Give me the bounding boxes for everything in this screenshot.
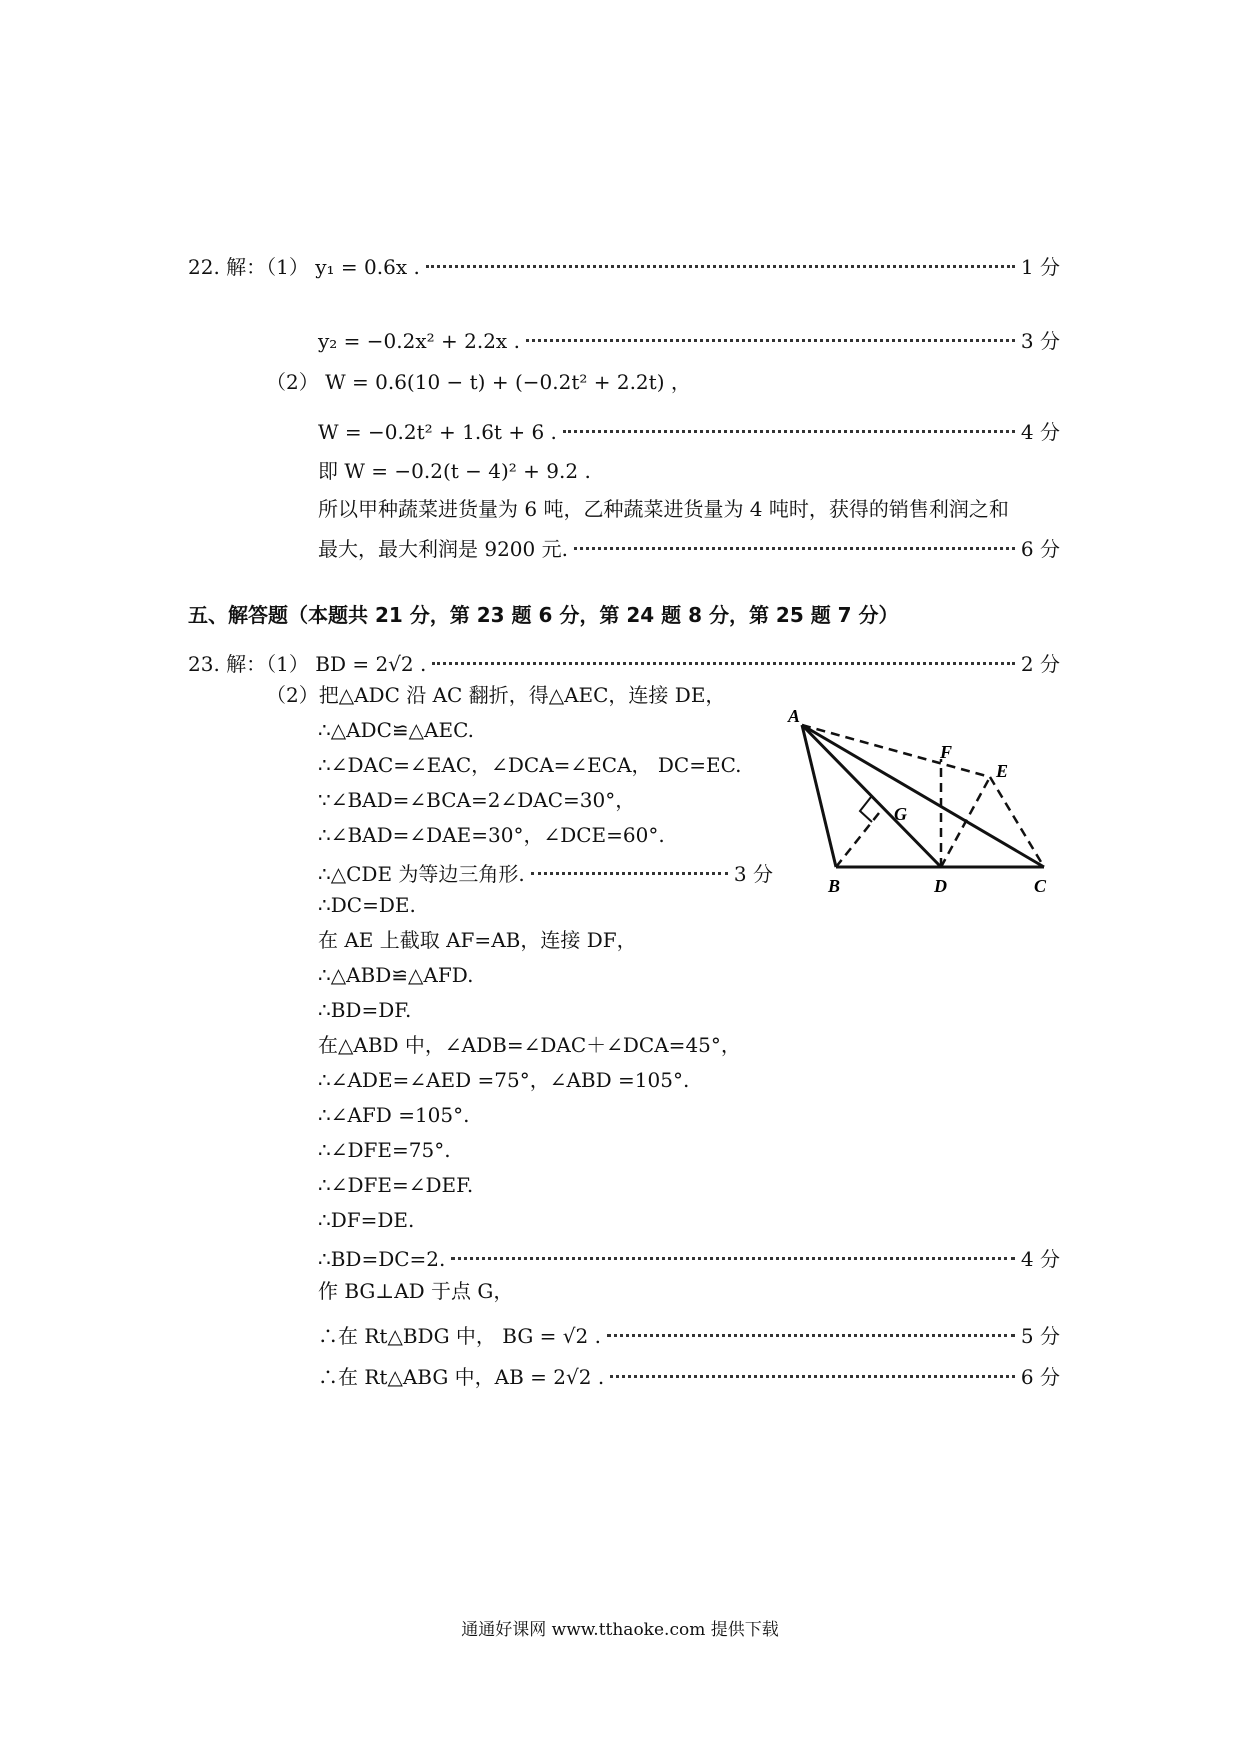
- q22-line-1: [188, 251, 1060, 280]
- q22-line-2: [318, 325, 1060, 354]
- text: ∴△CDE 为等边三角形.: [318, 862, 525, 886]
- right-angle-mark: [860, 797, 872, 822]
- leader-dots: [563, 430, 1015, 433]
- segment-ec: [990, 777, 1044, 867]
- label-e: E: [996, 761, 1009, 781]
- leader-dots: [451, 1257, 1015, 1260]
- q23-line-20: [318, 1320, 1060, 1349]
- section-title: 五、解答题（本题共 21 分，第 23 题 6 分，第 24 题 8 分，第 25 题 7 分）: [188, 603, 899, 627]
- q22-line-5: 即 W = −0.2(t − 4)² + 9.2 .: [318, 459, 591, 483]
- text: ∴BD=DC=2.: [318, 1247, 446, 1271]
- footer-text: 通通好课网 www.tthaoke.com 提供下载: [461, 1620, 779, 1640]
- label-f: F: [940, 742, 953, 762]
- q23-line-9: 在 AE 上截取 AF=AB，连接 DF，: [318, 928, 637, 952]
- score: 6 分: [1020, 1365, 1060, 1389]
- label-g: G: [894, 804, 907, 824]
- text: W = −0.2t² + 1.6t + 6 .: [318, 420, 557, 444]
- q23-line-16: ∴∠DFE=∠DEF.: [318, 1173, 474, 1197]
- text: 22. 解：（1） y₁ = 0.6x .: [188, 255, 420, 279]
- score: 4 分: [1020, 1247, 1060, 1271]
- leader-dots: [607, 1334, 1015, 1337]
- leader-dots: [610, 1375, 1015, 1378]
- q23-line-4: ∴∠DAC=∠EAC，∠DCA=∠ECA， DC=EC.: [318, 753, 742, 777]
- text: ∴在 Rt△BDG 中， BG = √2 .: [318, 1324, 601, 1348]
- q23-line-18: [318, 1243, 1060, 1272]
- leader-dots: [426, 265, 1015, 268]
- q23-line-11: ∴BD=DF.: [318, 998, 412, 1022]
- text: y₂ = −0.2x² + 2.2x .: [318, 329, 520, 353]
- segment-ac: [802, 725, 1044, 867]
- q22-line-4: [318, 416, 1060, 445]
- score: 5 分: [1020, 1324, 1060, 1348]
- q22-line-3: （2） W = 0.6(10 − t) + (−0.2t² + 2.2t) ，: [266, 370, 691, 394]
- text: 23. 解：（1） BD = 2√2 .: [188, 652, 427, 676]
- segment-ae: [802, 725, 990, 777]
- q23-line-14: ∴∠AFD =105°.: [318, 1103, 470, 1127]
- label-a: A: [788, 706, 801, 726]
- leader-dots: [526, 339, 1015, 342]
- q23-line-8: ∴DC=DE.: [318, 893, 416, 917]
- q23-line-6: ∴∠BAD=∠DAE=30°，∠DCE=60°.: [318, 823, 665, 847]
- q23-line-21: [318, 1361, 1060, 1390]
- q23-line-1: [188, 648, 1060, 677]
- q22-line-6: 所以甲种蔬菜进货量为 6 吨，乙种蔬菜进货量为 4 吨时，获得的销售利润之和: [318, 497, 1009, 521]
- q23-line-17: ∴DF=DE.: [318, 1208, 415, 1232]
- score: 2 分: [1020, 652, 1060, 676]
- score: 6 分: [1020, 537, 1060, 561]
- q23-line-10: ∴△ABD≌△AFD.: [318, 963, 474, 987]
- geometry-figure: [780, 700, 1080, 920]
- segment-ab: [802, 725, 836, 867]
- score: 1 分: [1020, 255, 1060, 279]
- score: 3 分: [1020, 329, 1060, 353]
- q23-line-13: ∴∠ADE=∠AED =75°，∠ABD =105°.: [318, 1068, 690, 1092]
- leader-dots: [432, 662, 1015, 665]
- label-b: B: [828, 876, 841, 896]
- text: ∴在 Rt△ABG 中，AB = 2√2 .: [318, 1365, 605, 1389]
- q22-line-7: [318, 533, 1060, 562]
- q23-line-7: [318, 858, 773, 887]
- q23-line-12: 在△ABD 中，∠ADB=∠DAC＋∠DCA=45°，: [318, 1033, 741, 1057]
- q23-line-19: 作 BG⊥AD 于点 G，: [318, 1279, 514, 1303]
- q23-line-3: ∴△ADC≌△AEC.: [318, 718, 475, 742]
- leader-dots: [531, 872, 728, 875]
- text: 最大，最大利润是 9200 元.: [318, 537, 568, 561]
- score: 3 分: [733, 862, 773, 886]
- leader-dots: [574, 547, 1015, 550]
- score: 4 分: [1020, 420, 1060, 444]
- q23-line-2: （2）把△ADC 沿 AC 翻折，得△AEC，连接 DE，: [266, 683, 726, 707]
- segment-bg: [836, 808, 883, 867]
- q23-line-15: ∴∠DFE=75°.: [318, 1138, 451, 1162]
- q23-line-5: ∵∠BAD=∠BCA=2∠DAC=30°，: [318, 788, 636, 812]
- label-d: D: [934, 876, 947, 896]
- label-c: C: [1034, 876, 1047, 896]
- segment-de: [941, 777, 990, 867]
